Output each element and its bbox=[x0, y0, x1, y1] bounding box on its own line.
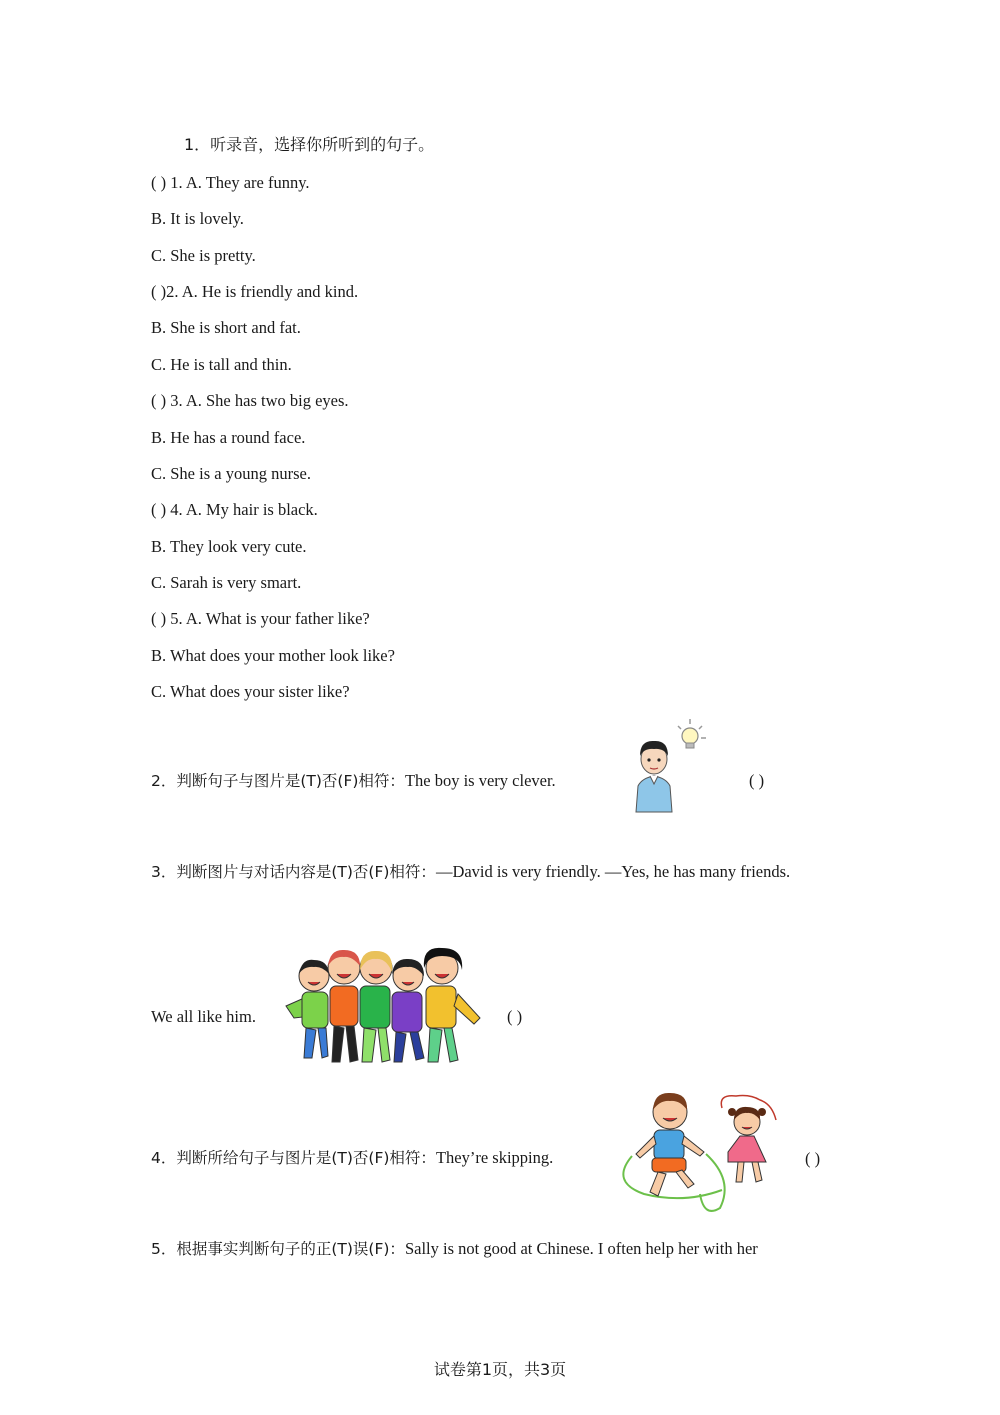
q1-item-2-option-a: ( )2. A. He is friendly and kind. bbox=[151, 282, 359, 301]
page-footer: 试卷第1页，共3页 bbox=[433, 1360, 567, 1379]
question-2-prefix: 2．判断句子与图片是(T)否(F)相符： bbox=[151, 772, 405, 790]
q1-item-1-option-b: B. It is lovely. bbox=[151, 209, 244, 228]
q1-item-4-option-c: C. Sarah is very smart. bbox=[151, 573, 302, 592]
group-of-friends-illustration bbox=[282, 946, 490, 1072]
question-3-answer-blank[interactable]: ( ) bbox=[507, 1007, 523, 1026]
q1-item-5-option-c: C. What does your sister like? bbox=[151, 682, 350, 701]
question-5-prefix: 5．根据事实判断句子的正(T)误(F)： bbox=[151, 1240, 405, 1258]
q1-item-3-option-c: C. She is a young nurse. bbox=[151, 464, 311, 483]
question-2-answer-blank[interactable]: ( ) bbox=[749, 771, 765, 790]
question-3-prefix: 3．判断图片与对话内容是(T)否(F)相符： bbox=[151, 863, 436, 881]
question-4-answer-blank[interactable]: ( ) bbox=[805, 1149, 821, 1168]
question-4-sentence: They’re skipping. bbox=[435, 1148, 554, 1167]
q1-item-2-option-b: B. She is short and fat. bbox=[151, 318, 301, 337]
q1-item-4-option-a: ( ) 4. A. My hair is black. bbox=[151, 500, 318, 519]
question-5 bbox=[151, 1239, 758, 1259]
q1-item-4-option-b: B. They look very cute. bbox=[151, 537, 307, 556]
question-3 bbox=[151, 862, 790, 882]
q1-item-5-option-b: B. What does your mother look like? bbox=[151, 646, 395, 665]
question-4-prefix: 4．判断所给句子与图片是(T)否(F)相符： bbox=[151, 1149, 436, 1167]
q1-item-1-option-a: ( ) 1. A. They are funny. bbox=[151, 173, 310, 192]
q1-item-3-option-a: ( ) 3. A. She has two big eyes. bbox=[151, 391, 349, 410]
clever-boy-illustration bbox=[628, 714, 714, 814]
question-2 bbox=[151, 771, 556, 791]
question-3-dialogue: —David is very friendly. —Yes, he has many friends. bbox=[435, 862, 791, 881]
q1-item-1-option-c: C. She is pretty. bbox=[151, 246, 256, 265]
q1-item-5-option-a: ( ) 5. A. What is your father like? bbox=[151, 609, 370, 628]
question-2-sentence: The boy is very clever. bbox=[404, 771, 556, 790]
question-1-title: 1．听录音，选择你所听到的句子。 bbox=[184, 135, 435, 154]
question-5-sentence: Sally is not good at Chinese. I often help her with her bbox=[404, 1239, 758, 1258]
lightbulb-icon bbox=[678, 719, 706, 748]
kids-skipping-illustration bbox=[614, 1090, 788, 1216]
q1-item-2-option-c: C. He is tall and thin. bbox=[151, 355, 292, 374]
q1-item-3-option-b: B. He has a round face. bbox=[151, 428, 306, 447]
question-4 bbox=[151, 1148, 553, 1168]
question-3-continuation: We all like him. bbox=[151, 1007, 256, 1026]
